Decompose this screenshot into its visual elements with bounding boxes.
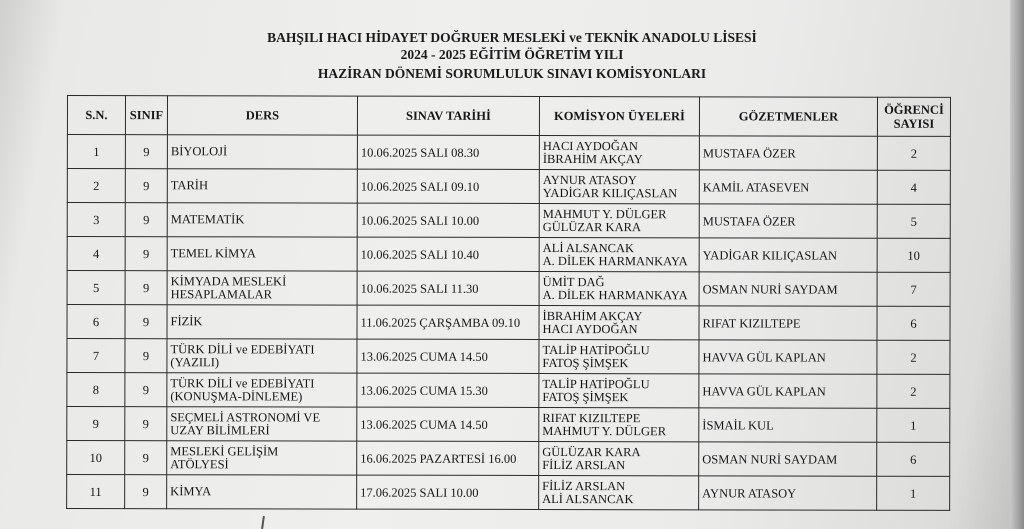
col-header-tarih: SINAV TARİHİ bbox=[357, 96, 539, 135]
cell-ogrenci-sayisi bbox=[877, 204, 950, 238]
table-row bbox=[67, 475, 950, 511]
cell-ogrenci-sayisi bbox=[877, 238, 950, 272]
cell-sn bbox=[67, 339, 125, 373]
cell-komisyon-line2: GÜLÜZAR KARA bbox=[542, 219, 642, 234]
cell-sn-line1: 8 bbox=[92, 382, 100, 397]
cell-tarih bbox=[357, 339, 539, 373]
cell-tarih bbox=[357, 135, 539, 169]
cell-komisyon bbox=[539, 237, 699, 271]
cell-tarih-line1: 11.06.2025 ÇARŞAMBA 09.10 bbox=[360, 315, 521, 330]
cell-sn-line1: 10 bbox=[89, 450, 103, 465]
cell-sn-line1: 1 bbox=[93, 144, 100, 159]
cell-tarih-line1: 10.06.2025 SALI 10.00 bbox=[360, 213, 480, 228]
cell-gozetmen bbox=[699, 408, 877, 442]
cell-ders-line1: TARİH bbox=[170, 178, 209, 193]
cell-komisyon-line1: GÜLÜZAR KARA bbox=[542, 444, 641, 459]
cell-sn-line1: 6 bbox=[92, 314, 100, 329]
cell-tarih bbox=[357, 203, 539, 237]
cell-ders bbox=[167, 407, 357, 441]
cell-sn bbox=[67, 373, 125, 407]
cell-ders-line1: SEÇMELİ ASTRONOMİ VE bbox=[170, 409, 321, 425]
cell-sn bbox=[67, 271, 125, 305]
cell-komisyon-line2: A. DİLEK HARMANKAYA bbox=[542, 287, 688, 302]
cell-ogrenci-sayisi-line1: 7 bbox=[910, 282, 917, 297]
cell-sinif bbox=[125, 305, 167, 339]
cell-ogrenci-sayisi bbox=[877, 374, 950, 408]
cell-ders bbox=[167, 169, 357, 203]
cell-ogrenci-sayisi-line1: 1 bbox=[910, 418, 917, 433]
cell-sinif bbox=[125, 271, 167, 305]
cell-tarih-line1: 16.06.2025 PAZARTESİ 16.00 bbox=[360, 451, 517, 466]
cell-komisyon bbox=[539, 373, 699, 407]
cell-komisyon-line2: İBRAHİM AKÇAY bbox=[542, 151, 643, 166]
cell-ogrenci-sayisi-line1: 6 bbox=[910, 316, 917, 331]
cell-ogrenci-sayisi bbox=[877, 476, 950, 510]
cell-komisyon bbox=[539, 203, 699, 237]
cell-komisyon-line1: İBRAHİM AKÇAY bbox=[542, 308, 643, 323]
cell-sinif-line1: 9 bbox=[142, 382, 150, 397]
cell-sinif bbox=[125, 237, 167, 271]
table-row bbox=[67, 271, 950, 307]
cell-ders bbox=[167, 305, 357, 339]
cell-komisyon-line2: FİLİZ ARSLAN bbox=[542, 457, 626, 472]
cell-ogrenci-sayisi-line1: 6 bbox=[910, 452, 917, 467]
cell-sinif bbox=[125, 339, 167, 373]
cell-komisyon-line2: HACI AYDOĞAN bbox=[542, 321, 638, 336]
cell-ders bbox=[167, 475, 357, 509]
table-row bbox=[67, 339, 950, 375]
cell-tarih bbox=[357, 305, 539, 339]
cell-tarih bbox=[357, 407, 539, 441]
cell-ogrenci-sayisi-line1: 2 bbox=[910, 350, 917, 365]
cell-sinif-line1: 9 bbox=[142, 280, 150, 295]
col-header-sn: S.N. bbox=[67, 96, 125, 135]
cell-ogrenci-sayisi-line1: 1 bbox=[910, 486, 917, 501]
cell-gozetmen bbox=[699, 204, 877, 238]
cell-ders bbox=[167, 203, 357, 237]
cell-gozetmen bbox=[699, 442, 877, 476]
cell-sn-line1: 9 bbox=[92, 416, 99, 431]
cell-ders bbox=[167, 135, 357, 169]
cell-ogrenci-sayisi-line1: 2 bbox=[910, 146, 918, 161]
cell-tarih-line1: 10.06.2025 SALI 09.10 bbox=[360, 179, 480, 194]
cell-tarih bbox=[357, 169, 539, 203]
academic-year: 2024 - 2025 EĞİTİM ÖĞRETİM YILI bbox=[400, 47, 624, 62]
exam-commission-table bbox=[66, 95, 951, 511]
cell-sn bbox=[67, 475, 125, 509]
cell-sinif bbox=[125, 169, 167, 203]
cell-tarih-line1: 13.06.2025 CUMA 14.50 bbox=[360, 349, 488, 364]
cell-ders-line2: (YAZILI) bbox=[170, 354, 220, 369]
cell-ogrenci-sayisi bbox=[877, 306, 950, 340]
cell-ders-line2: HESAPLAMALAR bbox=[170, 286, 273, 301]
table-row bbox=[67, 237, 950, 273]
cell-gozetmen-line1: MUSTAFA ÖZER bbox=[702, 213, 796, 229]
cell-gozetmen-line1: AYNUR ATASOY bbox=[702, 485, 797, 501]
pen-mark bbox=[261, 516, 265, 529]
cell-ders bbox=[167, 373, 357, 407]
cell-komisyon-line1: TALİP HATİPOĞLU bbox=[542, 342, 650, 357]
cell-ogrenci-sayisi-line1: 2 bbox=[910, 384, 917, 399]
cell-komisyon-line1: AYNUR ATASOY bbox=[542, 172, 637, 187]
cell-tarih bbox=[357, 271, 539, 305]
cell-sinif-line1: 9 bbox=[142, 416, 149, 431]
cell-sinif-line1: 9 bbox=[143, 212, 150, 227]
cell-ogrenci-sayisi bbox=[877, 136, 950, 170]
cell-komisyon-line1: MAHMUT Y. DÜLGER bbox=[542, 206, 667, 221]
cell-ders-line1: BİYOLOJİ bbox=[170, 144, 228, 159]
cell-sinif bbox=[125, 475, 167, 509]
cell-gozetmen-line1: KAMİL ATASEVEN bbox=[702, 179, 810, 195]
cell-gozetmen-line1: OSMAN NURİ SAYDAM bbox=[702, 281, 838, 297]
col-header-sinif: SINIF bbox=[125, 96, 167, 135]
cell-tarih-line1: 10.06.2025 SALI 11.30 bbox=[360, 281, 479, 296]
cell-komisyon-line2: ALİ ALSANCAK bbox=[542, 491, 634, 506]
cell-sn-line1: 4 bbox=[93, 246, 100, 261]
cell-ders-line1: TÜRK DİLİ ve EDEBİYATI bbox=[170, 375, 315, 391]
table-row bbox=[67, 305, 950, 341]
cell-ders-line1: MESLEKİ GELİŞİM bbox=[170, 443, 279, 458]
cell-komisyon bbox=[539, 339, 699, 373]
col-header-ogrenci bbox=[877, 97, 950, 136]
cell-gozetmen-line1: HAVVA GÜL KAPLAN bbox=[702, 383, 826, 399]
cell-komisyon-line2: FATOŞ ŞİMŞEK bbox=[542, 355, 629, 370]
cell-komisyon bbox=[539, 441, 699, 475]
cell-gozetmen-line1: İSMAİL KUL bbox=[702, 417, 774, 432]
cell-tarih bbox=[357, 373, 539, 407]
cell-tarih-line1: 10.06.2025 SALI 08.30 bbox=[360, 145, 480, 160]
cell-komisyon-line2: A. DİLEK HARMANKAYA bbox=[542, 253, 688, 268]
cell-sinif-line1: 9 bbox=[143, 144, 150, 159]
cell-gozetmen bbox=[699, 340, 877, 374]
col-header-ogrenci-line2: SAYISI bbox=[893, 116, 935, 131]
cell-sn bbox=[67, 305, 125, 339]
cell-ogrenci-sayisi bbox=[877, 170, 950, 204]
cell-tarih-line1: 17.06.2025 SALI 10.00 bbox=[360, 485, 479, 500]
cell-sinif-line1: 9 bbox=[143, 178, 150, 193]
cell-ders bbox=[167, 271, 357, 305]
cell-sinif-line1: 9 bbox=[143, 246, 150, 261]
table-row bbox=[67, 203, 950, 239]
cell-komisyon-line1: ÜMİT DAĞ bbox=[542, 274, 605, 289]
cell-sinif-line1: 9 bbox=[142, 314, 150, 329]
col-header-ders: DERS bbox=[167, 96, 357, 135]
cell-tarih bbox=[357, 441, 539, 475]
cell-sn bbox=[67, 441, 125, 475]
cell-gozetmen bbox=[699, 272, 877, 306]
cell-gozetmen-line1: MUSTAFA ÖZER bbox=[702, 145, 796, 161]
cell-ders-line1: FİZİK bbox=[170, 314, 203, 329]
cell-ders-line1: MATEMATİK bbox=[170, 212, 245, 227]
cell-sinif bbox=[125, 441, 167, 475]
cell-ogrenci-sayisi bbox=[877, 340, 950, 374]
cell-sinif-line1: 9 bbox=[142, 348, 150, 363]
table-row bbox=[67, 169, 950, 205]
cell-komisyon-line1: FİLİZ ARSLAN bbox=[542, 478, 626, 493]
table-row bbox=[67, 441, 950, 477]
cell-ogrenci-sayisi-line1: 10 bbox=[907, 248, 920, 263]
cell-ogrenci-sayisi bbox=[877, 442, 950, 476]
cell-gozetmen-line1: YADİGAR KILIÇASLAN bbox=[702, 247, 838, 263]
cell-komisyon bbox=[539, 271, 699, 305]
cell-ogrenci-sayisi bbox=[877, 272, 950, 306]
cell-komisyon-line2: MAHMUT Y. DÜLGER bbox=[542, 423, 667, 438]
cell-ders-line2: ATÖLYESİ bbox=[170, 456, 229, 471]
table-header-row bbox=[67, 96, 950, 137]
cell-gozetmen bbox=[699, 238, 877, 272]
cell-komisyon-line2: YADİGAR KILIÇASLAN bbox=[542, 185, 678, 200]
cell-gozetmen bbox=[699, 476, 877, 510]
cell-komisyon-line1: HACI AYDOĞAN bbox=[542, 138, 638, 153]
cell-komisyon-line1: TALİP HATİPOĞLU bbox=[542, 376, 650, 391]
cell-sn bbox=[67, 169, 125, 203]
cell-sn bbox=[67, 135, 125, 169]
cell-sn bbox=[67, 203, 125, 237]
cell-ders-line1: TÜRK DİLİ ve EDEBİYATI bbox=[170, 341, 315, 357]
cell-sn-line1: 7 bbox=[92, 348, 100, 363]
col-header-gozetmen: GÖZETMENLER bbox=[699, 97, 877, 136]
cell-tarih-line1: 10.06.2025 SALI 10.40 bbox=[360, 247, 480, 262]
cell-ders-line2: UZAY BİLİMLERİ bbox=[170, 422, 270, 437]
cell-gozetmen bbox=[699, 306, 877, 340]
cell-ogrenci-sayisi bbox=[877, 408, 950, 442]
cell-sn bbox=[67, 407, 125, 441]
cell-sinif-line1: 9 bbox=[142, 450, 149, 465]
cell-tarih-line1: 13.06.2025 CUMA 15.30 bbox=[360, 383, 488, 398]
cell-gozetmen bbox=[699, 170, 877, 204]
cell-komisyon bbox=[539, 169, 699, 203]
cell-sinif bbox=[125, 373, 167, 407]
table-row bbox=[67, 407, 950, 443]
cell-komisyon bbox=[539, 305, 699, 339]
cell-gozetmen bbox=[699, 374, 877, 408]
cell-ogrenci-sayisi-line1: 5 bbox=[910, 214, 917, 229]
cell-ders bbox=[167, 237, 357, 271]
cell-komisyon bbox=[539, 475, 699, 509]
cell-sinif bbox=[125, 203, 167, 237]
cell-sinif-line1: 9 bbox=[142, 484, 149, 499]
cell-gozetmen bbox=[699, 136, 877, 170]
cell-gozetmen-line1: HAVVA GÜL KAPLAN bbox=[702, 349, 826, 365]
cell-sn bbox=[67, 237, 125, 271]
cell-ders bbox=[167, 441, 357, 475]
cell-komisyon bbox=[539, 407, 699, 441]
table-row bbox=[67, 373, 950, 409]
cell-gozetmen-line1: OSMAN NURİ SAYDAM bbox=[702, 451, 838, 467]
cell-tarih bbox=[357, 475, 539, 509]
cell-ders-line1: KİMYA bbox=[170, 484, 212, 499]
cell-ders bbox=[167, 339, 357, 373]
cell-sn-line1: 11 bbox=[89, 484, 102, 499]
cell-sinif bbox=[125, 135, 167, 169]
cell-gozetmen-line1: RIFAT KIZILTEPE bbox=[702, 315, 801, 331]
table-row bbox=[67, 135, 950, 171]
cell-sn-line1: 3 bbox=[93, 212, 100, 227]
cell-tarih-line1: 13.06.2025 CUMA 14.50 bbox=[360, 417, 488, 432]
cell-sinif bbox=[125, 407, 167, 441]
cell-ders-line2: (KONUŞMA-DİNLEME) bbox=[170, 388, 303, 403]
cell-sn-line1: 5 bbox=[92, 280, 100, 295]
col-header-komisyon: KOMİSYON ÜYELERİ bbox=[539, 96, 699, 135]
cell-komisyon-line1: ALİ ALSANCAK bbox=[542, 240, 635, 255]
school-name: BAHŞILI HACI HİDAYET DOĞRUER MESLEKİ ve TEKNİK ANADOLU LİSESİ bbox=[267, 30, 757, 45]
cell-tarih bbox=[357, 237, 539, 271]
document-title: HAZİRAN DÖNEMİ SORUMLULUK SINAVI KOMİSYONLARI bbox=[317, 66, 707, 81]
cell-ders-line1: TEMEL KİMYA bbox=[170, 246, 256, 261]
cell-komisyon bbox=[539, 135, 699, 169]
cell-sn-line1: 2 bbox=[93, 178, 100, 193]
cell-ders-line1: KİMYADA MESLEKİ bbox=[170, 273, 287, 288]
cell-ogrenci-sayisi-line1: 4 bbox=[910, 180, 917, 195]
col-header-ogrenci-line1: ÖĞRENCİ bbox=[884, 102, 944, 117]
cell-komisyon-line2: FATOŞ ŞİMŞEK bbox=[542, 389, 629, 404]
cell-komisyon-line1: RIFAT KIZILTEPE bbox=[542, 410, 641, 425]
